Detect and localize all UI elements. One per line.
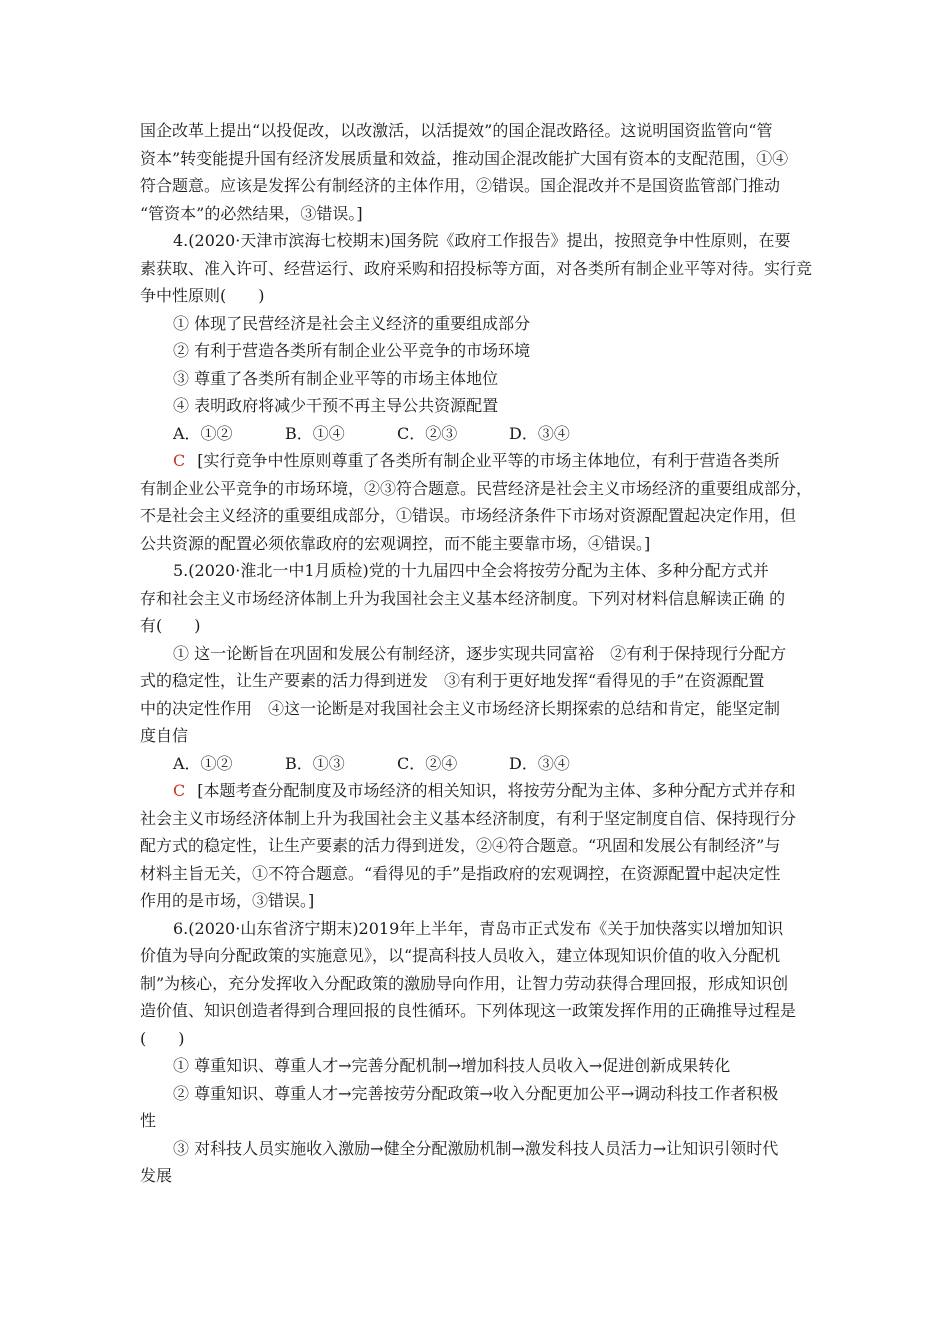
text-line: 符合题意。应该是发挥公有制经济的主体作用，②错误。国企混改并不是国资监管部门推动 — [140, 176, 781, 195]
question-stem: 素获取、准入许可、经营运行、政府采购和招投标等方面，对各类所有制企业平等对待。实行竞 — [140, 258, 813, 278]
statement-item: 发展 — [140, 1166, 173, 1185]
option-b: B．①④ — [285, 423, 345, 443]
explanation-line: 有制企业公平竞争的市场环境，②③符合题意。民营经济是社会主义市场经济的重要组成部分， — [140, 478, 813, 498]
statement-item: ③ 尊重了各类所有制企业平等的市场主体地位 — [173, 368, 499, 388]
document-content — [140, 117, 820, 1190]
question-stem: 5.(2020·淮北一中1月质检)党的十九届四中全会将按劳分配为主体、多种分配方式并 — [173, 561, 769, 580]
explanation-text: [本题考查分配制度及市场经济的相关知识，将按劳分配为主体、多种分配方式并存和 — [197, 781, 796, 800]
question-stem: 有( ) — [140, 616, 201, 635]
statement-item: ① 这一论断旨在巩固和发展公有制经济，逐步实现共同富裕 ②有利于保持现行分配方 — [173, 643, 787, 663]
question-stem: 6.(2020·山东省济宁期末)2019年上半年，青岛市正式发布《关于加快落实以增加知识 — [173, 918, 784, 938]
question-stem: ( ) — [140, 1028, 185, 1048]
statement-item: ④ 表明政府将减少干预不再主导公共资源配置 — [173, 396, 499, 415]
answer-options — [140, 750, 820, 778]
explanation-line: 公共资源的配置必须依靠政府的宏观调控，而不能主要靠市场，④错误。] — [140, 533, 651, 553]
option-a: A．①② — [173, 423, 233, 443]
question-stem: 存和社会主义市场经济体制上升为我国社会主义基本经济制度。下列对材料信息解读正确 的 — [140, 588, 786, 608]
explanation-line — [140, 777, 820, 805]
statement-item: ① 尊重知识、尊重人才→完善分配机制→增加科技人员收入→促进创新成果转化 — [173, 1056, 731, 1075]
option-d: D．③④ — [509, 753, 570, 773]
q3-explanation — [140, 117, 820, 227]
explanation-line: 社会主义市场经济体制上升为我国社会主义基本经济制度，有利于坚定制度自信、保持现行分 — [140, 808, 797, 828]
option-a: A．①② — [173, 753, 233, 773]
question-stem: 争中性原则( ) — [140, 286, 265, 305]
statement-item: 性 — [140, 1111, 157, 1130]
question-stem: 制”为核心，充分发挥收入分配政策的激励导向作用，让智力劳动获得合理回报，形成知识创 — [140, 973, 789, 993]
answer-letter: C — [173, 451, 186, 470]
statement-item: 度自信 — [140, 726, 189, 745]
statement-item: ③ 对科技人员实施收入激励→健全分配激励机制→激发科技人员活力→让知识引领时代 — [173, 1138, 779, 1158]
text-line: “管资本”的必然结果，③错误。] — [140, 203, 363, 223]
question-6 — [140, 915, 820, 1190]
question-stem: 4.(2020·天津市滨海七校期末)国务院《政府工作报告》提出，按照竞争中性原则，在要 — [173, 231, 791, 250]
question-stem: 造价值、知识创造者得到合理回报的良性循环。下列体现这一政策发挥作用的正确推导过程是 — [140, 1001, 797, 1020]
explanation-line — [140, 447, 820, 475]
explanation-line: 材料主旨无关，①不符合题意。“看得见的手”是指政府的宏观调控，在资源配置中起决定性 — [140, 863, 781, 883]
option-c: C．②③ — [397, 423, 458, 443]
answer-options — [140, 420, 820, 448]
explanation-line: 作用的是市场，③错误。] — [140, 891, 315, 910]
option-b: B．①③ — [285, 753, 345, 773]
statement-item: 中的决定性作用 ④这一论断是对我国社会主义市场经济长期探索的总结和肯定，能坚定制 — [140, 698, 781, 718]
statement-item: 式的稳定性，让生产要素的活力得到迸发 ③有利于更好地发挥“看得见的手”在资源配置 — [140, 671, 765, 690]
question-5 — [140, 557, 820, 915]
answer-letter: C — [173, 781, 186, 800]
text-line: 资本”转变能提升国有经济发展质量和效益，推动国企混改能扩大国有资本的支配范围，①④ — [140, 148, 789, 168]
explanation-line: 不是社会主义经济的重要组成部分，①错误。市场经济条件下市场对资源配置起决定作用，但 — [140, 506, 797, 525]
text-line: 国企改革上提出“以投促改，以改激活，以活提效”的国企混改路径。这说明国资监管向“管 — [140, 121, 773, 140]
option-c: C．②④ — [397, 753, 458, 773]
statement-item: ② 有利于营造各类所有制企业公平竞争的市场环境 — [173, 341, 531, 360]
option-d: D．③④ — [509, 423, 570, 443]
question-stem: 价值为导向分配政策的实施意见》，以“提高科技人员收入，建立体现知识价值的收入分配机 — [140, 946, 781, 965]
statement-item: ② 尊重知识、尊重人才→完善按劳分配政策→收入分配更加公平→调动科技工作者积极 — [173, 1083, 779, 1103]
question-4 — [140, 227, 820, 557]
explanation-line: 配方式的稳定性，让生产要素的活力得到迸发，②④符合题意。“巩固和发展公有制经济”与 — [140, 836, 781, 855]
explanation-text: [实行竞争中性原则尊重了各类所有制企业平等的市场主体地位，有利于营造各类所 — [197, 451, 780, 470]
statement-item: ① 体现了民营经济是社会主义经济的重要组成部分 — [173, 313, 531, 333]
